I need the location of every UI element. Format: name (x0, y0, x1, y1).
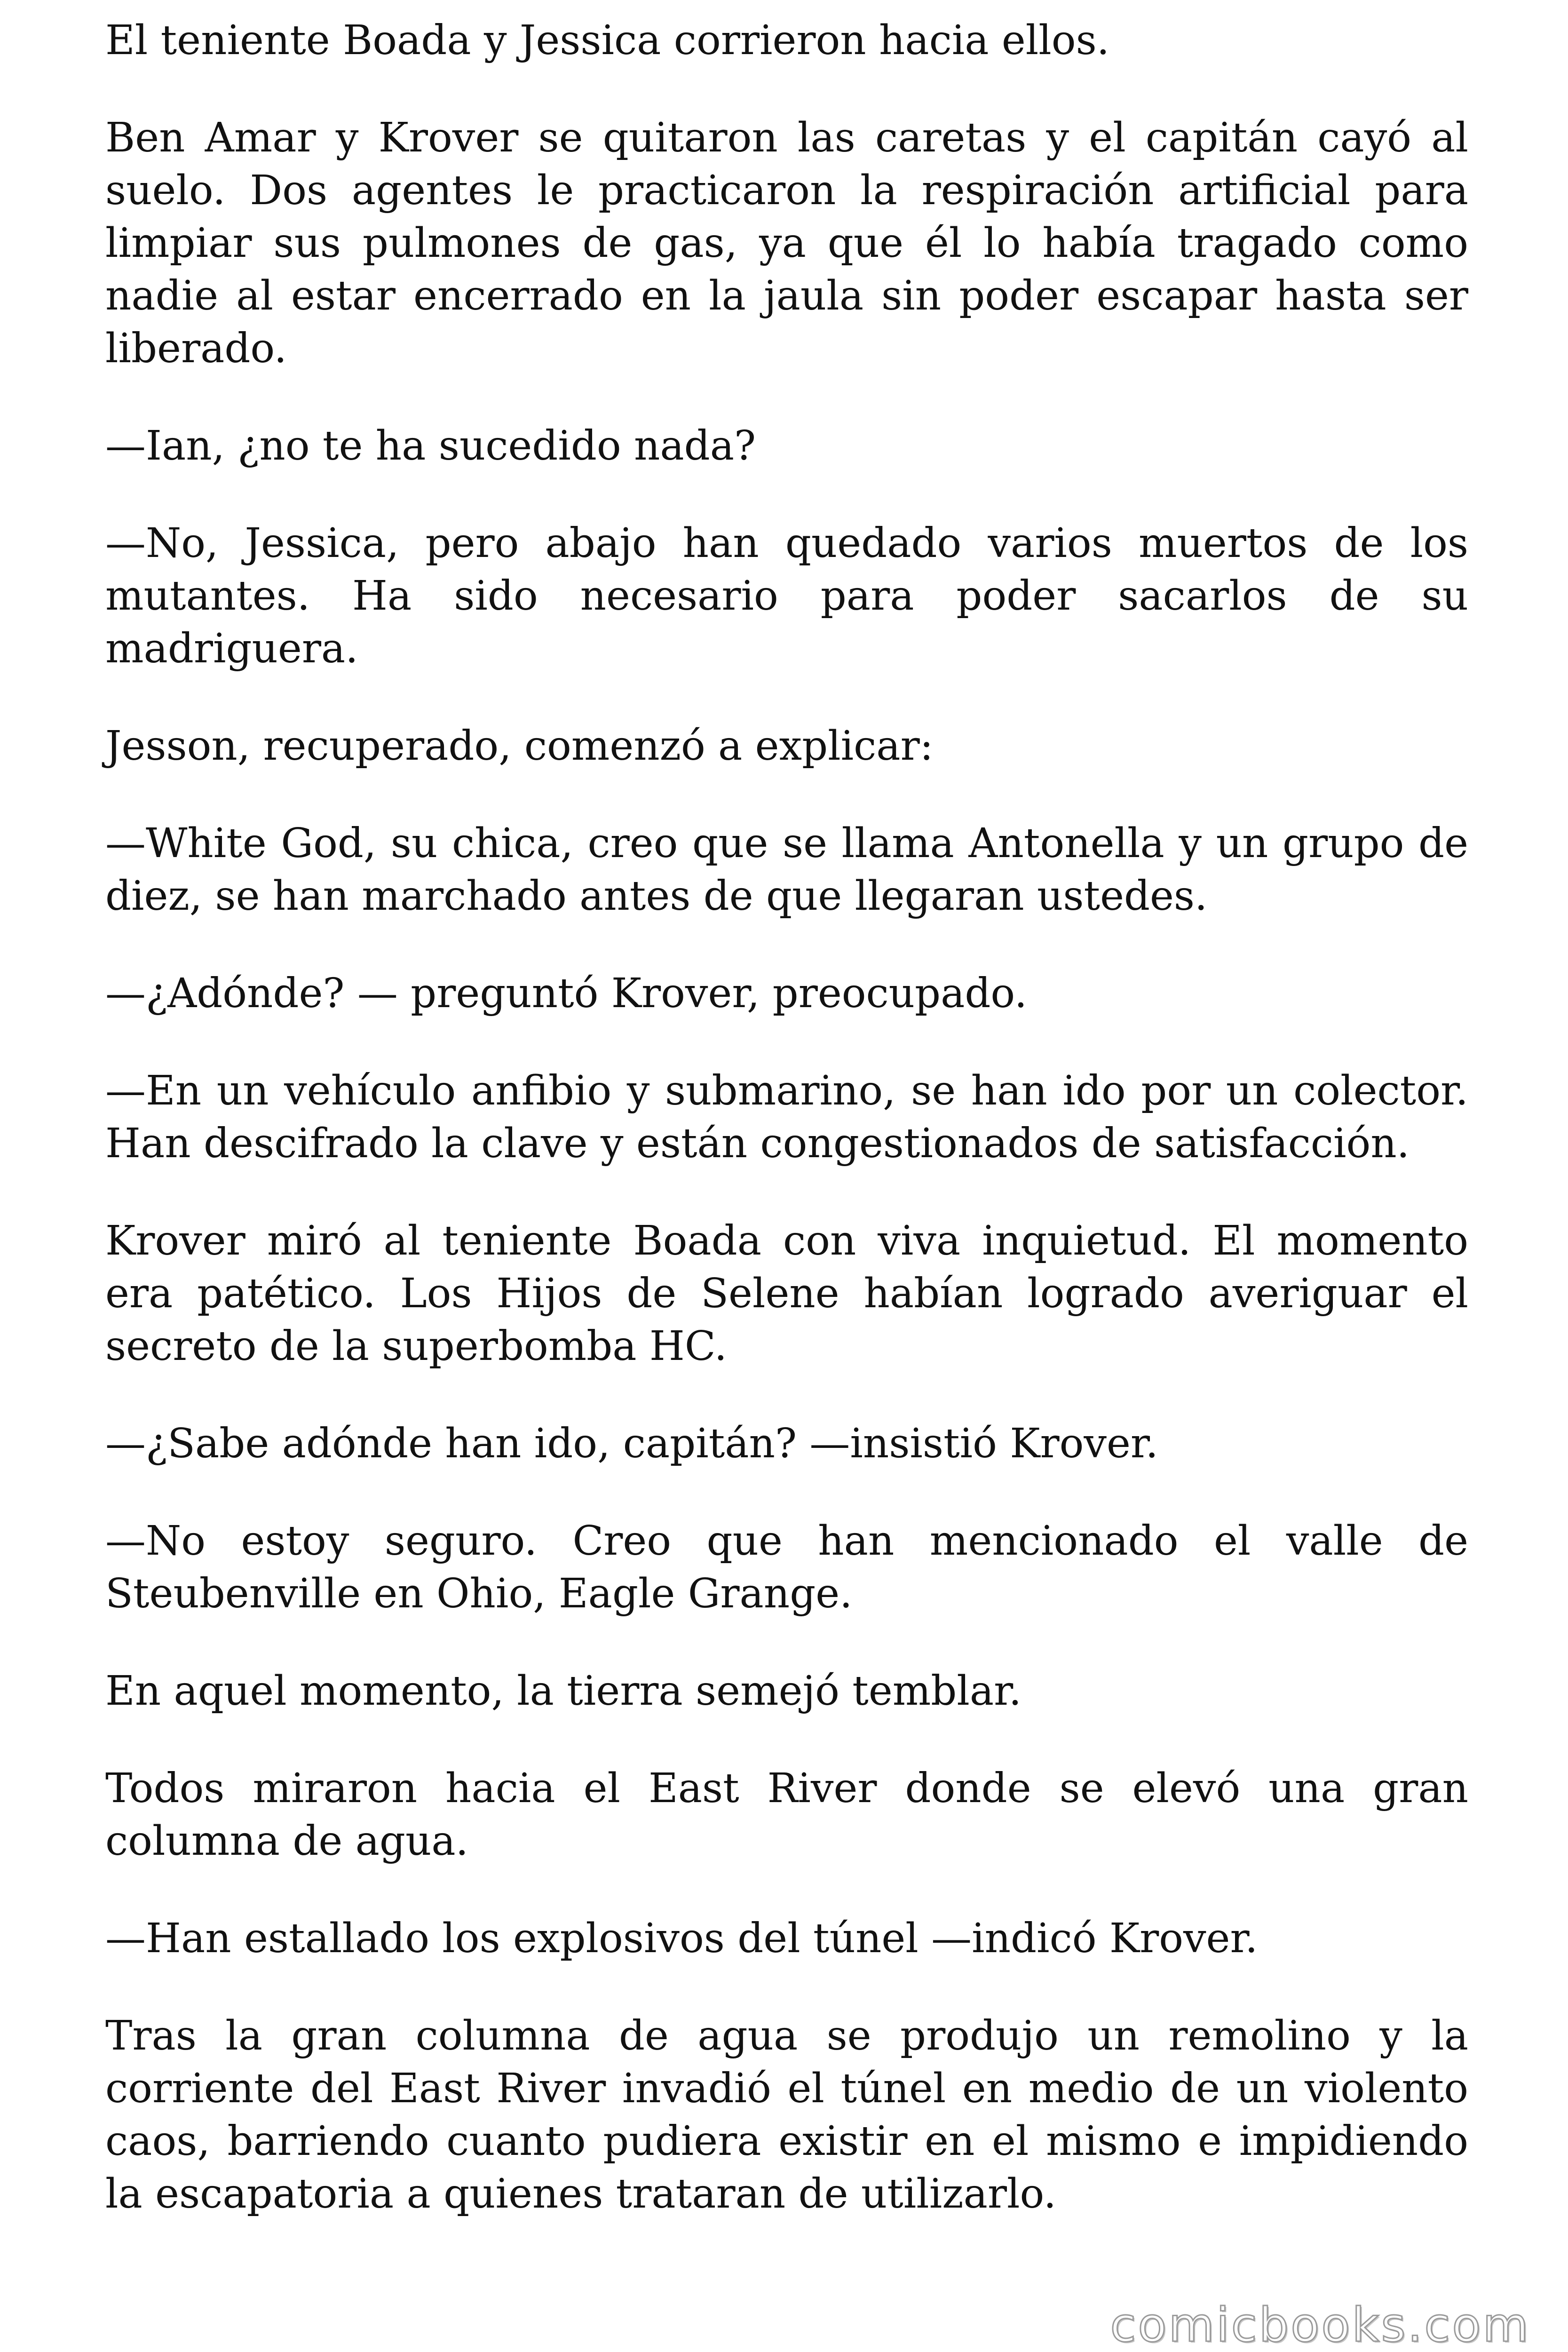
paragraph: Jesson, recuperado, comenzó a explicar: (105, 723, 934, 770)
paragraph: —White God, su chica, creo que se llama Antonella y un grupo de diez, se han marchado antes de que llegaran ustedes. (105, 820, 1468, 920)
paragraph: Krover miró al teniente Boada con viva inquietud. El momento era patético. Los Hijos de Selene habían logrado averiguar el secreto de la superbomba HC. (105, 1217, 1468, 1370)
paragraph: Tras la gran columna de agua se produjo un remolino y la corriente del East River invadió el túnel en medio de un violento caos, barriendo cuanto pudiera existir en el mismo e impidiendo la escapatoria a quienes trataran de utilizarlo. (105, 2012, 1468, 2217)
paragraph: —Ian, ¿no te ha sucedido nada? (105, 422, 756, 469)
paragraph: Todos miraron hacia el East River donde se elevó una gran columna de agua. (105, 1765, 1468, 1865)
watermark: comicbooks.com (1110, 2297, 1530, 2352)
paragraph: Ben Amar y Krover se quitaron las caretas y el capitán cayó al suelo. Dos agentes le practicaron la respiración artificial para limpiar sus pulmones de gas, ya que él lo había tragado como nadie al estar encerrado en la jaula sin poder escapar hasta ser liberado. (105, 114, 1468, 372)
paragraph: —No, Jessica, pero abajo han quedado varios muertos de los mutantes. Ha sido necesario para poder sacarlos de su madriguera. (105, 520, 1468, 672)
paragraph: —¿Sabe adónde han ido, capitán? —insistió Krover. (105, 1420, 1158, 1467)
paragraph: El teniente Boada y Jessica corrieron hacia ellos. (105, 17, 1110, 64)
paragraph: —¿Adónde? — preguntó Krover, preocupado. (105, 970, 1028, 1017)
paragraph: —No estoy seguro. Creo que han mencionado el valle de Steubenville en Ohio, Eagle Grange. (105, 1518, 1468, 1617)
page-body (105, 14, 1468, 2265)
paragraph: En aquel momento, la tierra semejó temblar. (105, 1668, 1022, 1715)
paragraph: —Han estallado los explosivos del túnel —indicó Krover. (105, 1915, 1258, 1962)
paragraph: —En un vehículo anfibio y submarino, se han ido por un colector. Han descifrado la clave y están congestionados de satisfacción. (105, 1067, 1468, 1167)
